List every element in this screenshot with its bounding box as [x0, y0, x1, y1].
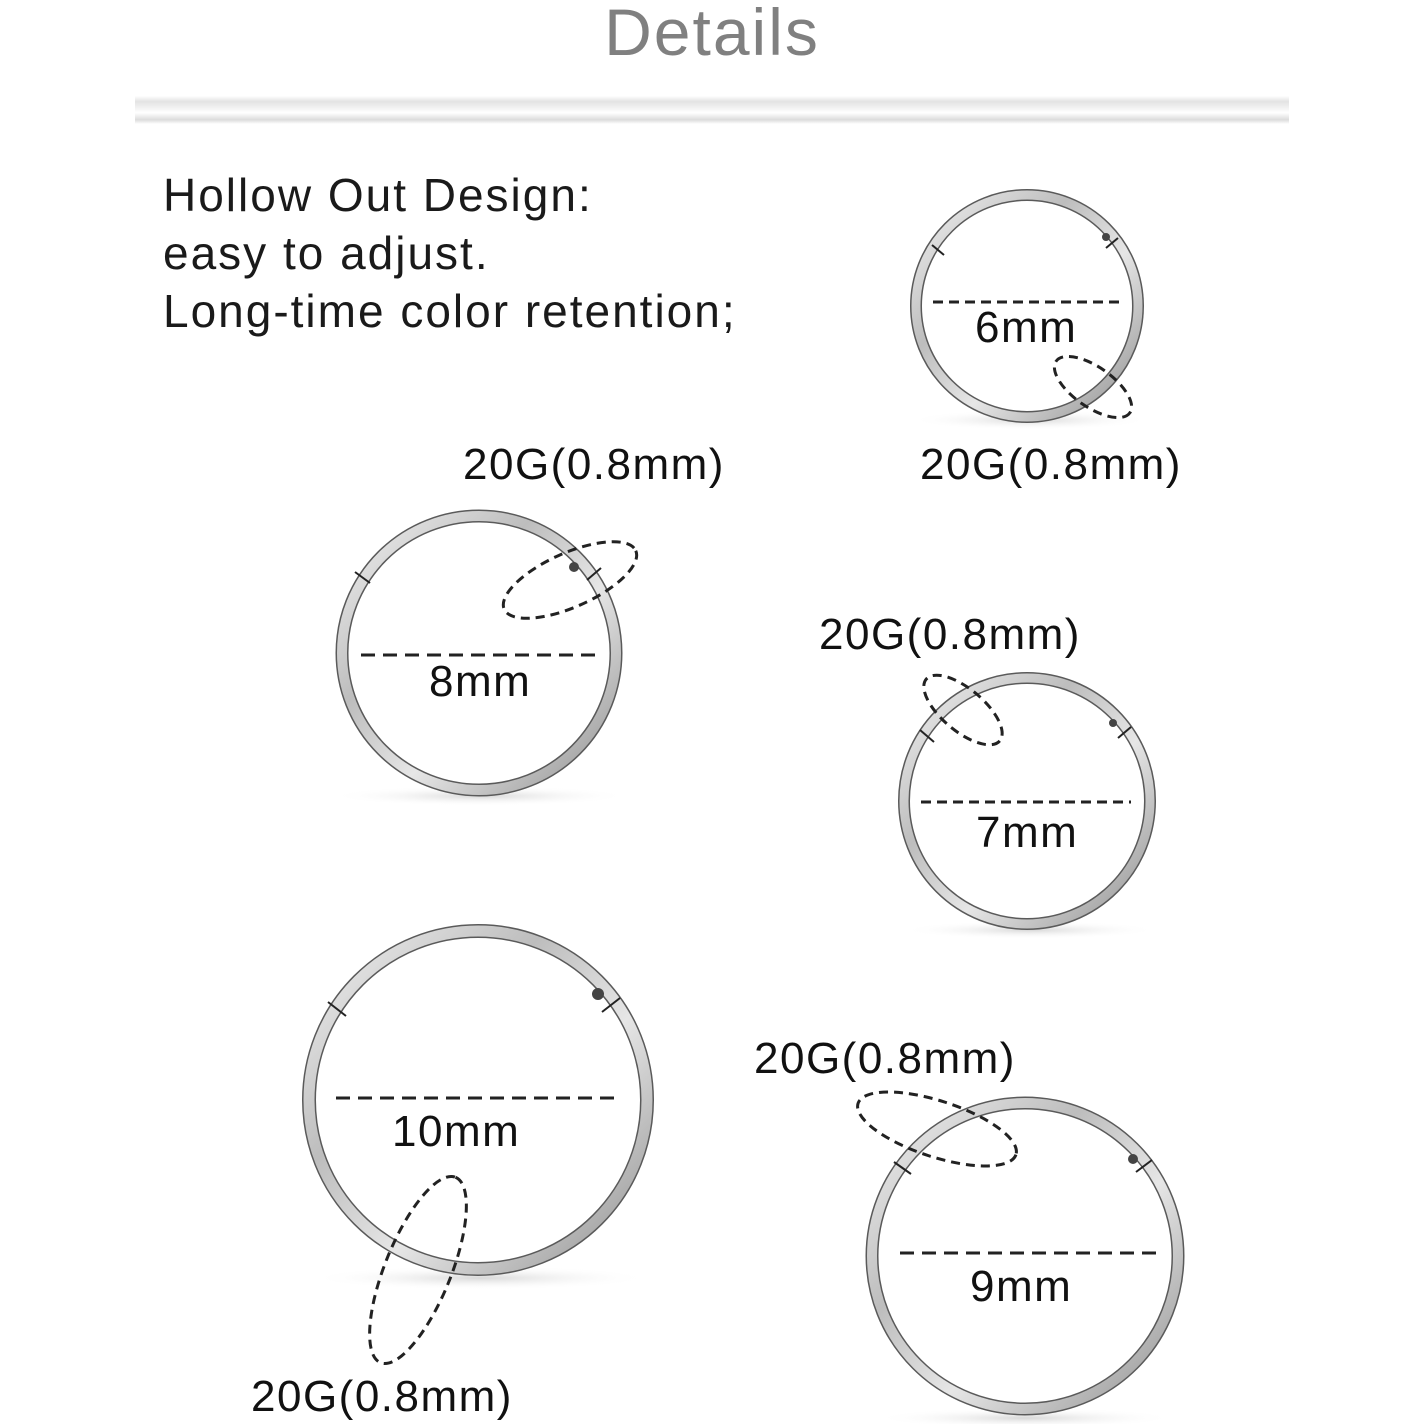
ring-size-label: 10mm: [392, 1107, 521, 1156]
ring-gauge-label: 20G(0.8mm): [251, 1372, 513, 1421]
ring-gauge-label: 20G(0.8mm): [819, 610, 1081, 659]
ring-9mm: [849, 1077, 1178, 1424]
ring-size-label: 9mm: [970, 1262, 1073, 1311]
ring-size-label: 7mm: [976, 808, 1079, 857]
ring-gauge-label: 20G(0.8mm): [920, 440, 1182, 489]
ring-gauge-label: 20G(0.8mm): [754, 1034, 1016, 1083]
ring-7mm: [902, 663, 1158, 939]
page-title: Details: [604, 0, 820, 69]
description-line: Hollow Out Design:: [163, 169, 593, 221]
description-line: easy to adjust.: [163, 227, 490, 279]
ring-size-label: 8mm: [429, 657, 532, 706]
description-line: Long-time color retention;: [163, 285, 737, 337]
ring-size-label: 6mm: [975, 303, 1078, 352]
ring-gauge-label: 20G(0.8mm): [463, 440, 725, 489]
